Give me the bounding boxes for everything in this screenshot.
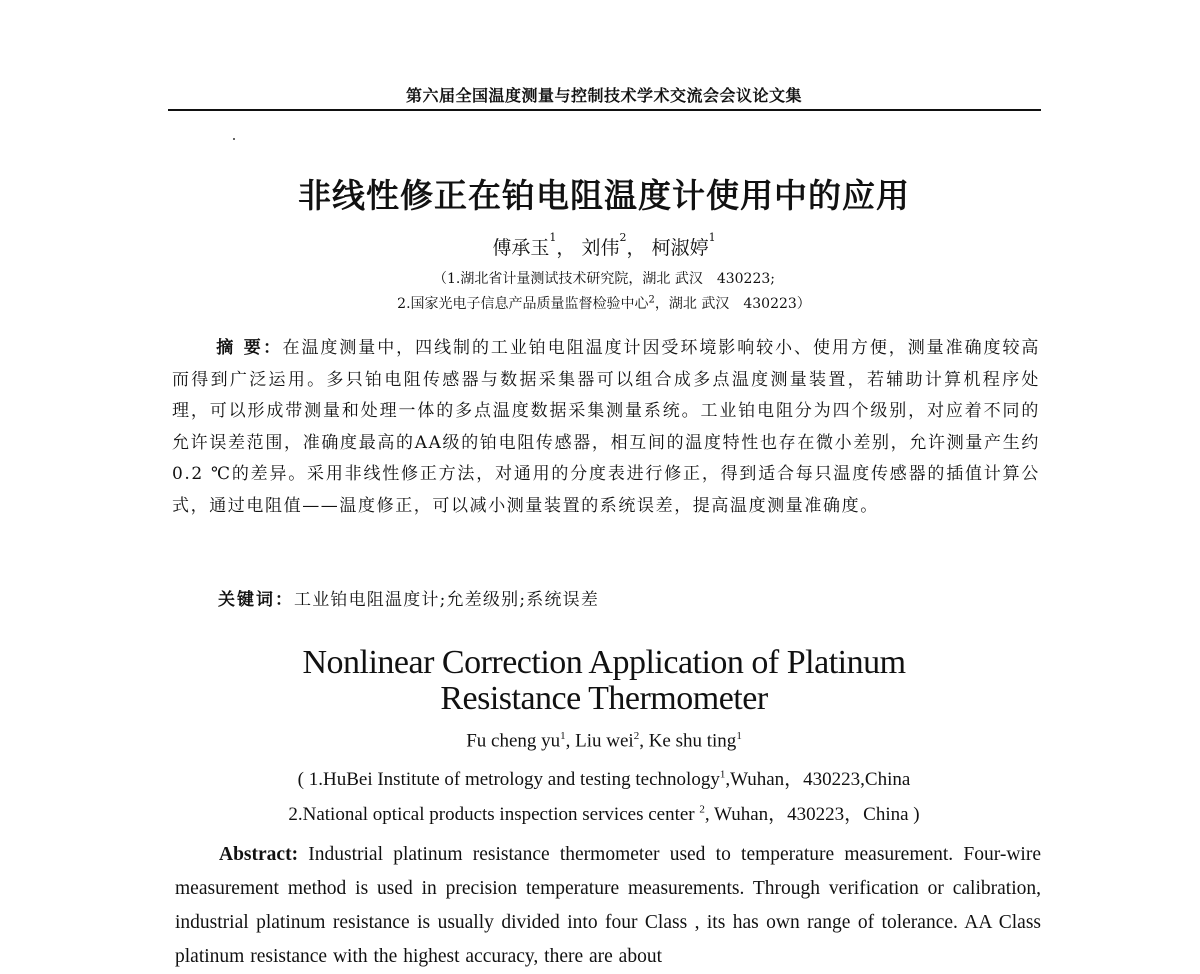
author-affiliation-mark: 1 xyxy=(708,231,716,244)
english-authors xyxy=(168,730,1040,752)
scan-speck xyxy=(233,138,235,140)
affiliation-mark: 1 xyxy=(719,768,726,781)
chinese-affiliation-2 xyxy=(168,293,1040,313)
english-title-line-2: Resistance Thermometer xyxy=(440,680,768,717)
author-name: Liu wei xyxy=(575,730,634,752)
affiliation-mark: 2 xyxy=(699,803,705,816)
author-separator: ， xyxy=(626,237,646,259)
affiliation-name: 2.National optical products inspection services center xyxy=(288,804,700,825)
keywords-body: 工业铂电阻温度计;允差级别;系统误差 xyxy=(294,590,600,610)
affiliation-mark: 2 xyxy=(648,294,655,306)
english-affiliation-1 xyxy=(168,764,1040,791)
author-separator: ， xyxy=(556,237,576,259)
english-title xyxy=(168,645,1040,717)
author-separator: , xyxy=(565,730,576,752)
author-affiliation-mark: 1 xyxy=(736,730,742,742)
running-head: 第六届全国温度测量与控制技术学术交流会会议论文集 xyxy=(405,86,802,105)
chinese-abstract xyxy=(172,333,1040,522)
author-name: Fu cheng yu xyxy=(466,730,561,752)
author-affiliation-mark: 2 xyxy=(633,730,640,742)
abstract-label: Abstract: xyxy=(219,844,299,865)
affiliation-location: ，湖北 武汉 430223） xyxy=(654,296,811,312)
author-separator: , xyxy=(639,730,649,752)
chinese-authors xyxy=(168,233,1040,260)
abstract-body: 在温度测量中，四线制的工业铂电阻温度计因受环境影响较小、使用方便，测量准确度较高而得到广泛运用。多只铂电阻传感器与数据采集器可以组合成多点温度测量装置，若辅助计算机程序处理，可以形成带测量和处理一体的多点温度数据采集测量系统。工业铂电阻分为四个级别，对应着不同的允许误差范围，准确度最高的AA级的铂电阻传感器，相互间的温度特性也存在微小差别，允许测量产生约 0.2 ℃的差异。采用非线性修正方法，对通用的分度表进行修正，得到适合每只温度传感器的插值计算公式，通过电阻值——温度修正，可以减小测量装置的系统误差，提高温度测量准确度。 xyxy=(172,338,1041,516)
author-affiliation-mark: 1 xyxy=(560,730,566,742)
author-name: 傅承玉 xyxy=(492,237,550,259)
chinese-title: 非线性修正在铂电阻温度计使用中的应用 xyxy=(298,176,910,215)
author-name: 刘伟 xyxy=(581,237,620,259)
english-title-line-1: Nonlinear Correction Application of Platinum xyxy=(302,644,906,681)
chinese-affiliation-1: （1.湖北省计量测试技术研究院，湖北 武汉 430223; xyxy=(433,271,775,287)
english-affiliation-2 xyxy=(168,799,1040,826)
author-name: Ke shu ting xyxy=(648,730,737,752)
affiliation-location: , Wuhan，430223，China ) xyxy=(704,804,920,825)
header-rule xyxy=(168,109,1041,111)
abstract-label: 摘 要： xyxy=(216,338,283,358)
abstract-body: Industrial platinum resistance thermometer used to temperature measurement. Four-wire measurement method is used in precision temperature measurements. Through verification or calibration, industrial platinum resistance is usually divided into four Class , its has own range of tolerance. AA Class platinum resistance with the highest accuracy, there are about xyxy=(175,844,1041,967)
keywords-label: 关键词： xyxy=(218,590,294,610)
chinese-keywords xyxy=(218,585,599,610)
affiliation-location: ,Wuhan，430223,China xyxy=(725,769,911,790)
author-affiliation-mark: 2 xyxy=(619,231,627,244)
author-name: 柯淑婷 xyxy=(651,237,709,259)
english-abstract xyxy=(175,838,1041,974)
affiliation-name: ( 1.HuBei Institute of metrology and testing technology xyxy=(297,769,720,790)
affiliation-name: 2.国家光电子信息产品质量监督检验中心 xyxy=(397,296,649,312)
author-affiliation-mark: 1 xyxy=(549,231,557,244)
